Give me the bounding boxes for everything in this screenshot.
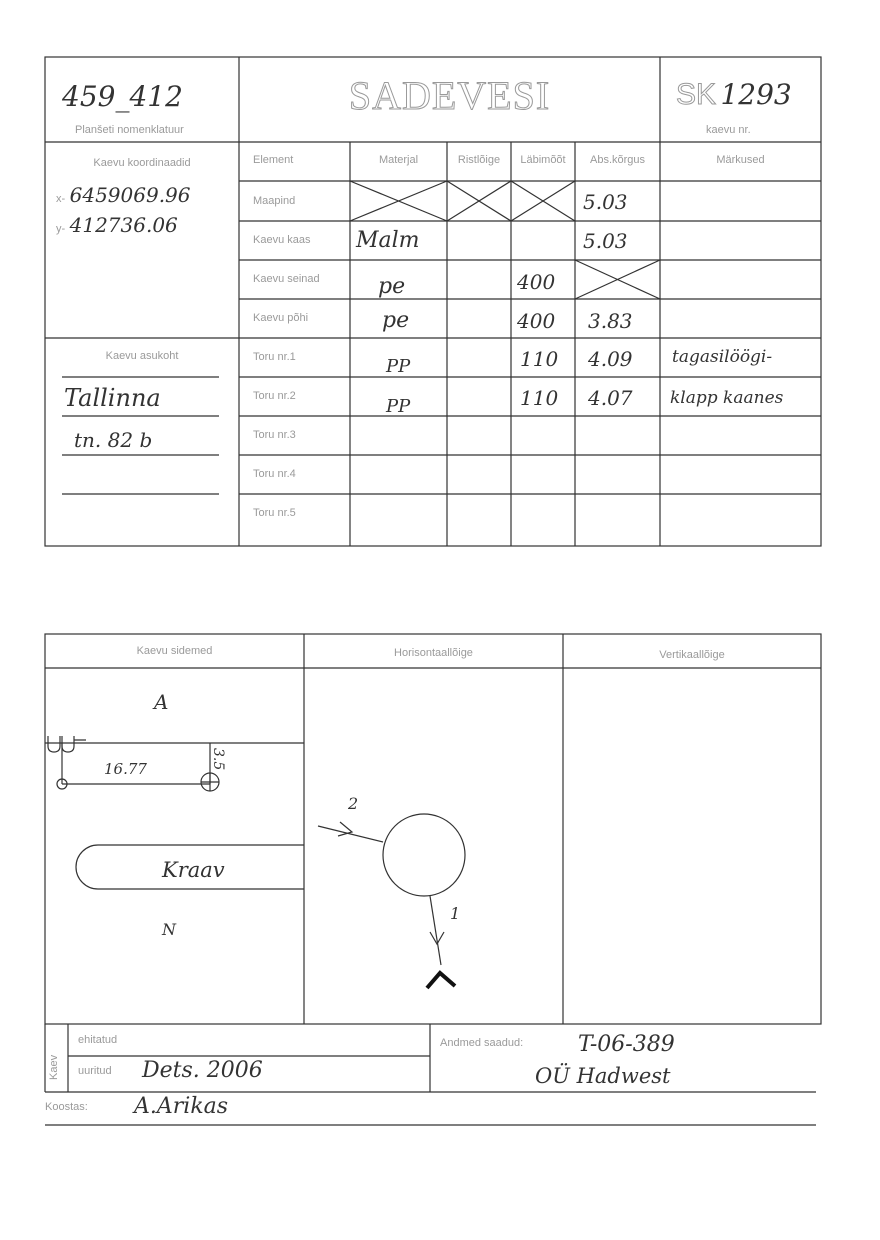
row-element: Maapind	[253, 195, 296, 207]
row-element: Kaevu kaas	[253, 234, 311, 246]
row-element: Toru nr.1	[253, 351, 296, 363]
location-line-1: Tallinna	[64, 384, 161, 412]
coordinates-label: Kaevu koordinaadid	[93, 157, 191, 169]
form-title: SADEVESI	[348, 73, 551, 118]
row-height: 4.09	[588, 347, 633, 371]
row-notes: klapp kaanes	[670, 388, 784, 408]
row-diameter: 110	[520, 347, 559, 371]
established-label: ehitatud	[78, 1034, 118, 1046]
coordinate-y	[56, 213, 178, 237]
row-material: PP	[386, 396, 411, 417]
pipe-2-label: 2	[348, 794, 359, 813]
location-label: Kaevu asukoht	[105, 350, 179, 362]
sketch-col2-header: Horisontaallõige	[394, 647, 473, 659]
row-height: 5.03	[583, 229, 628, 253]
well-prefix: SK	[676, 78, 717, 111]
row-height: 4.07	[588, 386, 633, 410]
row-diameter: 110	[520, 386, 559, 410]
compiler-value: A.Arikas	[134, 1094, 229, 1119]
ditch-label: Kraav	[162, 858, 225, 882]
row-element: Toru nr.2	[253, 390, 296, 402]
location-line-2: tn. 82 b	[74, 428, 153, 452]
well-label: kaevu nr.	[706, 124, 751, 136]
x-value: 6459069.96	[69, 183, 191, 207]
row-element: Toru nr.5	[253, 507, 296, 519]
sketch-label-n: N	[162, 920, 176, 939]
row-element: Toru nr.4	[253, 468, 296, 480]
well-side-label: Kaev	[48, 1054, 60, 1080]
coordinate-x	[56, 183, 191, 207]
surveyed-label: uuritud	[78, 1065, 112, 1077]
row-element: Kaevu põhi	[253, 312, 309, 324]
row-material: pe	[382, 308, 410, 333]
y-value: 412736.06	[69, 213, 178, 237]
header-element: Element	[253, 154, 294, 166]
sketch-col1-header: Kaevu sidemed	[136, 645, 213, 657]
row-material: Malm	[356, 228, 420, 253]
row-element: Toru nr.3	[253, 429, 296, 441]
nomenclature-label: Planšeti nomenklatuur	[75, 124, 184, 136]
compiler-label: Koostas:	[45, 1101, 88, 1113]
data-source-value-1: T-06-389	[578, 1032, 675, 1057]
sketch-side-dim: 3.5	[210, 748, 226, 771]
row-height: 3.83	[588, 309, 633, 333]
nomenclature-value: 459_412	[62, 80, 183, 113]
surveyed-value: Dets. 2006	[142, 1058, 263, 1083]
row-notes: tagasilöögi-	[672, 347, 773, 367]
row-diameter: 400	[517, 270, 556, 294]
row-diameter: 400	[517, 309, 556, 333]
header-height: Abs.kõrgus	[589, 154, 646, 166]
pipe-1-label: 1	[450, 904, 461, 923]
x-label: x-	[56, 193, 66, 205]
sketch-col3-header: Vertikaallõige	[659, 649, 725, 661]
data-source-label: Andmed saadud:	[440, 1037, 524, 1049]
sketch-distance: 16.77	[104, 760, 147, 778]
row-material: pe	[378, 274, 406, 299]
row-material: PP	[386, 356, 411, 377]
y-label: y-	[56, 223, 66, 235]
data-source-value-2: OÜ Hadwest	[535, 1064, 671, 1088]
well-number-field	[676, 78, 792, 112]
well-number: 1293	[720, 78, 792, 111]
row-height: 5.03	[583, 190, 628, 214]
header-section: Ristlõige	[457, 154, 501, 166]
header-material: Materjal	[378, 154, 419, 166]
sketch-label-a: A	[154, 690, 169, 714]
header-notes: Märkused	[716, 154, 765, 166]
header-diameter: Läbimõõt	[520, 154, 566, 166]
row-element: Kaevu seinad	[253, 273, 320, 285]
